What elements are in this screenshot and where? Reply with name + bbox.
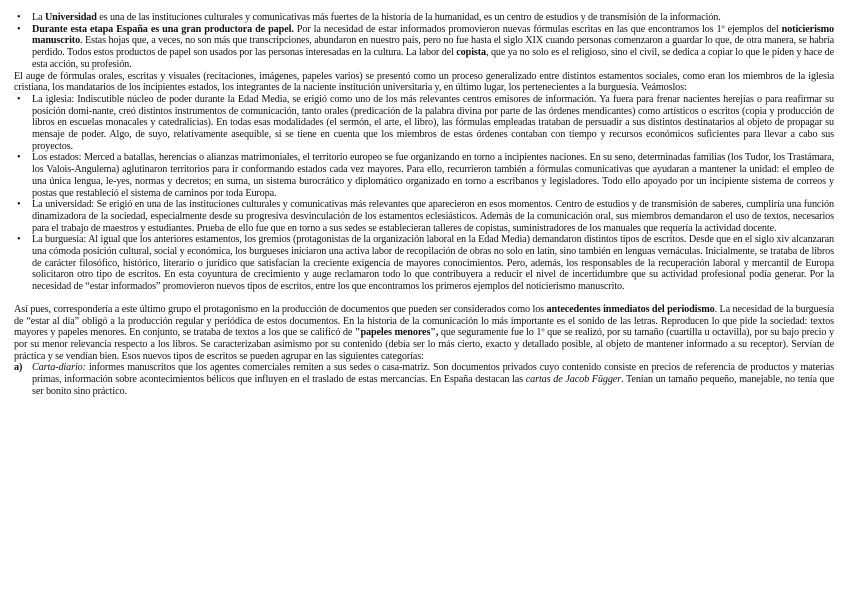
intro-list [14, 12, 834, 71]
text-span: que seguramente fue lo 1º que se realizó, por su tamaño (cuartilla u octavilla), por su bajo precio y por su menor relevancia respecto a los libros. Se caracterizaban asimismo por su contenido (debía ser lo más cierto, exacto y detallado posible, al objeto de mantener informado a su receptor). Servían de práctica y se vendían bien. Esos nuevos tipos de escritos se pueden agrupar en las siguientes categorías: [14, 327, 834, 362]
categorias-list [14, 362, 834, 397]
bold-term: "papeles menores", [354, 327, 439, 339]
bold-term: noticierismo manuscrito [32, 23, 834, 47]
list-item-universidad [14, 12, 834, 24]
estamentos-list [14, 94, 834, 293]
text-span: . Estas hojas que, a veces, no son más que transcripciones, abundaron en nuestro país, pero no fue hasta el siglo XIX cuando personas comenzaron a guardar lo que, de otra manera, se habría perdido. Todos estos productos de papel son usados por las personas interesadas en la cultura. La labor del [32, 35, 834, 59]
text-span: , que ya no solo es el religioso, sino el civil, se dedica a copiar lo que le piden y hace de esta acción, su profesión. [32, 47, 834, 70]
text-span: Por la necesidad de estar informados promovieron nuevas fórmulas escritas en las que encontramos los 1º ejemplos del [293, 23, 782, 35]
spacer [14, 293, 834, 304]
text-span: . Tenían un tamaño pequeño, manejable, no tenía que ser bonito sino práctico. [32, 374, 834, 397]
text-span: . La necesidad de la burguesía de “estar al día” obligó a la producción regular y periódica de estos documentos. En la historia de la comunicación lo más importante es el sonido de las letras. Reproducen lo que pide la sociedad: textos mayores y papeles menores. En conjunto, se trataba de textos a los que se calificó de [14, 303, 834, 339]
list-item-papel [14, 24, 834, 71]
italic-term: Carta-diario: [32, 362, 86, 374]
bold-term: Durante esta etapa España es una gran productora de papel. [32, 23, 294, 35]
list-item-iglesia: • La iglesia: Indiscutible núcleo de poder durante la Edad Media, se erigió como uno de los más relevantes centros emisores de información. Ya fuera para frenar nacientes herejías o para reafirmar su posición domi-nante, creó distintos instrumentos de comunicación, tanto orales (predicación de la palabra divina por parte de las órdenes mendicantes) como artísticos o escritos (copia y producción de libros en escuelas monacales y catedralicias). En todas esas modalidades (el sermón, el arte, el libro), las fórmulas empleadas trataban de persuadir a sus distintos destinatarios al objeto de propagar su mensaje de poder. Algo, de suyo, relativamente asequible, si se tiene en cuenta que los miembros de estas órdenes contaban con tiempo y recursos económicos suficientes para llevar a cabo sus proyectos. [14, 94, 834, 153]
bold-term: antecedentes inmediatos del periodismo [546, 303, 715, 315]
bold-term: Universidad [44, 12, 97, 23]
text-span: informes manuscritos que los agentes comerciales remiten a sus sedes o casa-matriz. Son documentos privados cuyo contenido consiste en precios de referencia de productos y materias primas, información sobre acontecimientos bélicos que influyen en el traslado de estas mercancías. En España destacan las [32, 362, 834, 386]
list-item-estados: • Los estados: Merced a batallas, herencias o alianzas matrimoniales, el territorio europeo se fue organizando en torno a incipientes naciones. En su seno, determinadas familias (los Tudor, los Trastámara, los Valois-Angulema) aglutinaron territorios para ir conformando estados cada vez mayores. Para ello, recurrieron también a fórmulas comunicativas que ayudaran a mantener la unidad: el empleo de una única lengua, le-yes, normas y decretos; en suma, un sistema burocrático y diplomático organizado en torno a escribanos y legisladores. Todo ello apoyado por un incipiente sistema de correos y postas que restableció el sistema de caminos por toda Europa. [14, 152, 834, 199]
text-span: es una de las instituciones culturales y comunicativas más fuertes de la historia de la humanidad, es un centro de estudios y de transmisión de la información. [96, 12, 721, 23]
list-item-carta-diario [14, 362, 834, 397]
text-span: La [32, 12, 45, 23]
paragraph-auge: El auge de fórmulas orales, escritas y visuales (recitaciones, imágenes, papeles varios) se presentó como un proceso generalizado entre distintos estamentos sociales, como eran los miembros de la iglesia cristiana, los mandatarios de los incipientes estados, los integrantes de la naciente institución universitaria y, en último lugar, los pertenecientes a la burguesía. Veámoslos: [14, 70, 834, 94]
italic-term: cartas de Jacob Függer [525, 374, 622, 386]
list-marker: a) [14, 362, 23, 374]
list-item-burguesia: • La burguesía: Al igual que los anteriores estamentos, los gremios (protagonistas de la organización laboral en la Edad Media) demandaron distintos tipos de escritos. Desde que en el siglo xiv alcanzaran una cómoda posición cultural, social y económica, los burgueses iniciaron una activa labor de recopilación de obras no solo en latín, sino también en lenguas vernáculas. Inicialmente, se trataba de libros de carácter filosófico, histórico, literario o jurídico que satisfacían la creciente exigencia de mayores conocimientos. Pero, además, los responsables de la recuperación laboral y mercantil de Europa solicitaron otro tipo de escritos. En esta coyuntura de crecimiento y auge reclamaron todo lo que contribuyera a reducir el nivel de incertidumbre que su actividad profesional podía generar. Por la necesidad de “estar informados” promovieron nuevos tipos de escritos, entre los que encontramos los primeros ejemplos del noticierismo manuscrito. [14, 234, 834, 293]
text-span: Así pues, correspondería a este último grupo el protagonismo en la producción de documentos que pueden ser considerados como los [14, 303, 547, 315]
list-item-universidad-estamento: • La universidad: Se erigió en una de las instituciones culturales y comunicativas más relevantes que aparecieron en esos momentos. Centro de estudios y de transmisión de saberes, cumpliría una función dinamizadora de la sociedad, especialmente desde su progresiva desvinculación de los estamentos eclesiásticos. Además de la comunicación oral, sus miembros demandaron el uso de textos, necesarios para el trabajo de maestros y estudiantes. Prueba de ello fue que en torno a sus sedes se establecieran talleres de copistas, suministradores de los manuales que requería la actividad docente. [14, 199, 834, 234]
bold-term: copista [456, 47, 487, 59]
paragraph-asi [14, 304, 834, 363]
